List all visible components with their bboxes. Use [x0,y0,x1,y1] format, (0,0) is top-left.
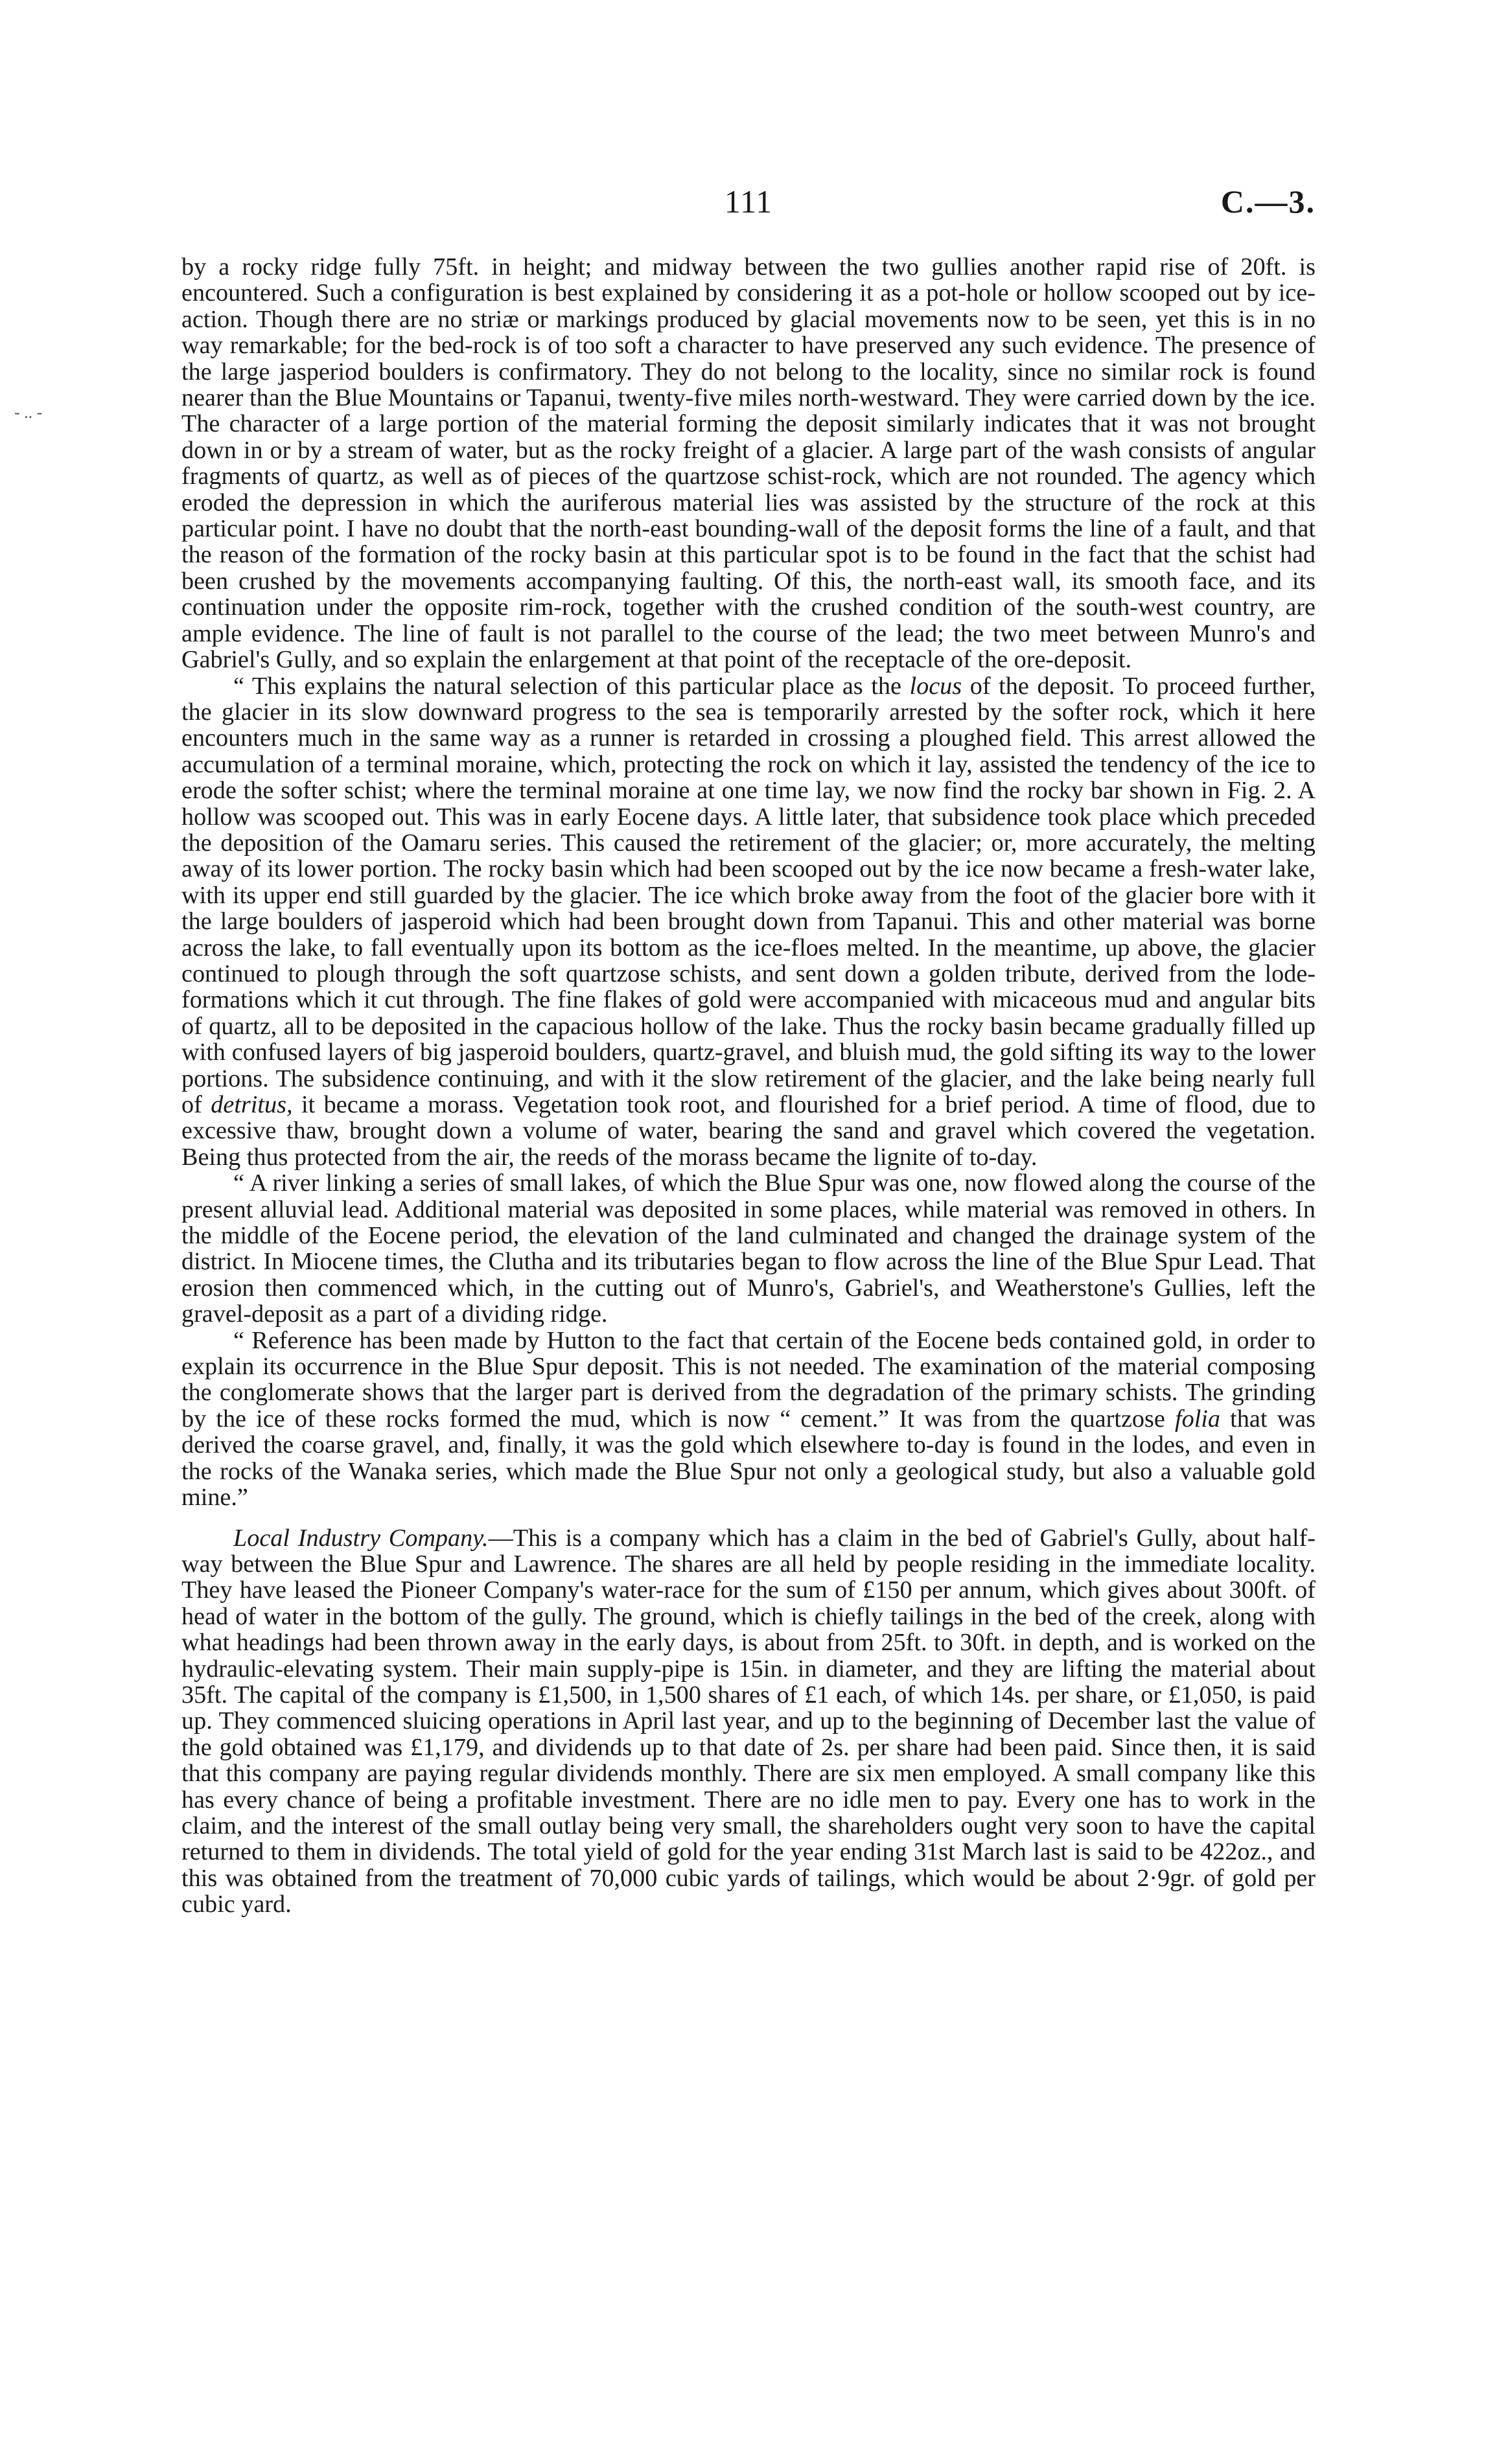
body-text [181,254,1316,1918]
paragraph-text: “ This explains the natural selection of this particular place as the [233,672,910,700]
paragraph-emphasis: locus [909,672,962,700]
paragraph-emphasis: detritus, [211,1091,293,1118]
paragraph-text: that was derived the coarse gravel, and, finally, it was the gold which elsewhere to-day is found in the lodes, and even in the rocks of the Wanaka series, which made the Blue Spur not only a geological study, but also a valuable gold mine.” [181,1405,1316,1512]
paragraph-text: it became a morass. Vegetation took root, and flourished for a brief period. A time of flood, due to excessive thaw, brought down a volume of water, bearing the sand and gravel which covered the vegetation. Being thus protected from the air, the reeds of the morass became the lignite of to-day. [181,1091,1316,1171]
page-header [181,183,1316,228]
margin-mark: - .. - [14,403,43,422]
paragraph-text: by a rocky ridge fully 75ft. in height; and midway between the two gullies another rapid rise of 20ft. is encountered. Such a configuration is best explained by considering it as a pot-hole or hollow scooped out by ice-action. Though there are no striæ or markings produced by glacial movements now to be seen, yet this is in no way remarkable; for the bed-rock is of too soft a character to have preserved any such evidence. The presence of the large jasperiod boulders is confirmatory. They do not belong to the locality, since no similar rock is found nearer than the Blue Mountains or Tapanui, twenty-five miles north-westward. They were carried down by the ice. The character of a large portion of the material forming the deposit similarly indicates that it was not brought down in or by a stream of water, but as the rocky freight of a glacier. A large part of the wash consists of angular fragments of quartz, as well as of pieces of the quartzose schist-rock, which are not rounded. The agency which eroded the depression in which the auriferous material lies was assisted by the structure of the rock at this particular point. I have no doubt that the north-east bounding-wall of the deposit forms the line of a fault, and that the reason of the formation of the rocky basin at this particular spot is to be found in the fact that the schist had been crushed by the movements accompanying faulting. Of this, the north-east wall, its smooth face, and its continuation under the opposite rim-rock, together with the crushed condition of the south-west country, are ample evidence. The line of fault is not parallel to the course of the lead; the two meet between Munro's and Gabriel's Gully, and so explain the enlargement at that point of the receptacle of the ore-deposit. [181,253,1316,674]
paragraph-continued [181,254,1316,673]
paragraph-text: of the deposit. To proceed further, the glacier in its slow downward progress to the sea is temporarily arrested by the softer rock, which it here encounters much in the same way as a runner is retarded in crossing a ploughed field. This arrest allowed the accumulation of a terminal moraine, which, protecting the rock on which it lay, assisted the tendency of the ice to erode the softer schist; where the terminal moraine at one time lay, we now find the rocky bar shown in Fig. 2. A hollow was scooped out. This was in early Eocene days. A little later, that subsidence took place which preceded the deposition of the Oamaru series. This caused the retirement of the glacier; or, more accurately, the melting away of its lower portion. The rocky basin which had been scooped out by the ice now became a fresh-water lake, with its upper end still guarded by the glacier. The ice which broke away from the foot of the glacier bore with it the large boulders of jasperoid which had been brought down from Tapanui. This and other material was borne across the lake, to fall eventually upon its bottom as the ice-floes melted. In the meantime, up above, the glacier continued to plough through the soft quartzose schists, and sent down a golden tribute, derived from the lode-formations which it cut through. The fine flakes of gold were accompanied with micaceous mud and angular bits of quartz, all to be deposited in the capacious hollow of the lake. Thus the rocky basin became gradually filled up with confused layers of big jasperoid boulders, quartz-gravel, and bluish mud, the gold sifting its way to the lower portions. The subsidence continuing, and with it the slow retirement of the glacier, and the lake being nearly full of [181,672,1316,1118]
paragraph [181,673,1316,1171]
section-heading: Local Industry Company. [233,1524,489,1552]
document-reference: C.—3. [1220,183,1316,220]
paragraph-text: —This is a company which has a claim in the bed of Gabriel's Gully, about half-way between the Blue Spur and Lawrence. The shares are all held by people residing in the immediate locality. They have leased the Pioneer Company's water-race for the sum of £150 per annum, which gives about 300ft. of head of water in the bottom of the gully. The ground, which is chiefly tailings in the bed of the creek, along with what headings had been thrown away in the early days, is about from 25ft. to 30ft. in depth, and is worked on the hydraulic-elevating system. Their main supply-pipe is 15in. in diameter, and they are lifting the material about 35ft. The capital of the company is £1,500, in 1,500 shares of £1 each, of which 14s. per share, or £1,050, is paid up. They commenced sluicing operations in April last year, and up to the beginning of December last the value of the gold obtained was £1,179, and dividends up to that date of 2s. per share had been paid. Since then, it is said that this company are paying regular dividends monthly. There are six men employed. A small company like this has every chance of being a profitable investment. There are no idle men to pay. Every one has to work in the claim, and the interest of the small outlay being very small, the shareholders ought very soon to have the capital returned to them in dividends. The total yield of gold for the year ending 31st March last is said to be 422oz., and this was obtained from the treatment of 70,000 cubic yards of tailings, which would be about 2·9gr. of gold per cubic yard. [181,1524,1316,1918]
paragraph [181,1328,1316,1511]
paragraph [181,1170,1316,1327]
paragraph-text: “ Reference has been made by Hutton to the fact that certain of the Eocene beds contained gold, in order to explain its occurrence in the Blue Spur deposit. This is not needed. The examination of the material composing the conglomerate shows that the larger part is derived from the degradation of the primary schists. The grinding by the ice of these rocks formed the mud, which is now “ cement.” It was from the quartzose [181,1326,1316,1433]
paragraph-local-industry [181,1525,1316,1918]
paragraph-emphasis: folia [1174,1405,1221,1433]
paragraph-text: “ A river linking a series of small lakes, of which the Blue Spur was one, now flowed along the course of the present alluvial lead. Additional material was deposited in some places, while material was removed in others. In the middle of the Eocene period, the elevation of the land culminated and changed the drainage system of the district. In Miocene times, the Clutha and its tributaries began to flow across the line of the Blue Spur Lead. That erosion then commenced which, in the cutting out of Munro's, Gabriel's, and Weatherstone's Gullies, left the gravel-deposit as a part of a dividing ridge. [181,1169,1316,1328]
page-number: 111 [724,183,773,220]
